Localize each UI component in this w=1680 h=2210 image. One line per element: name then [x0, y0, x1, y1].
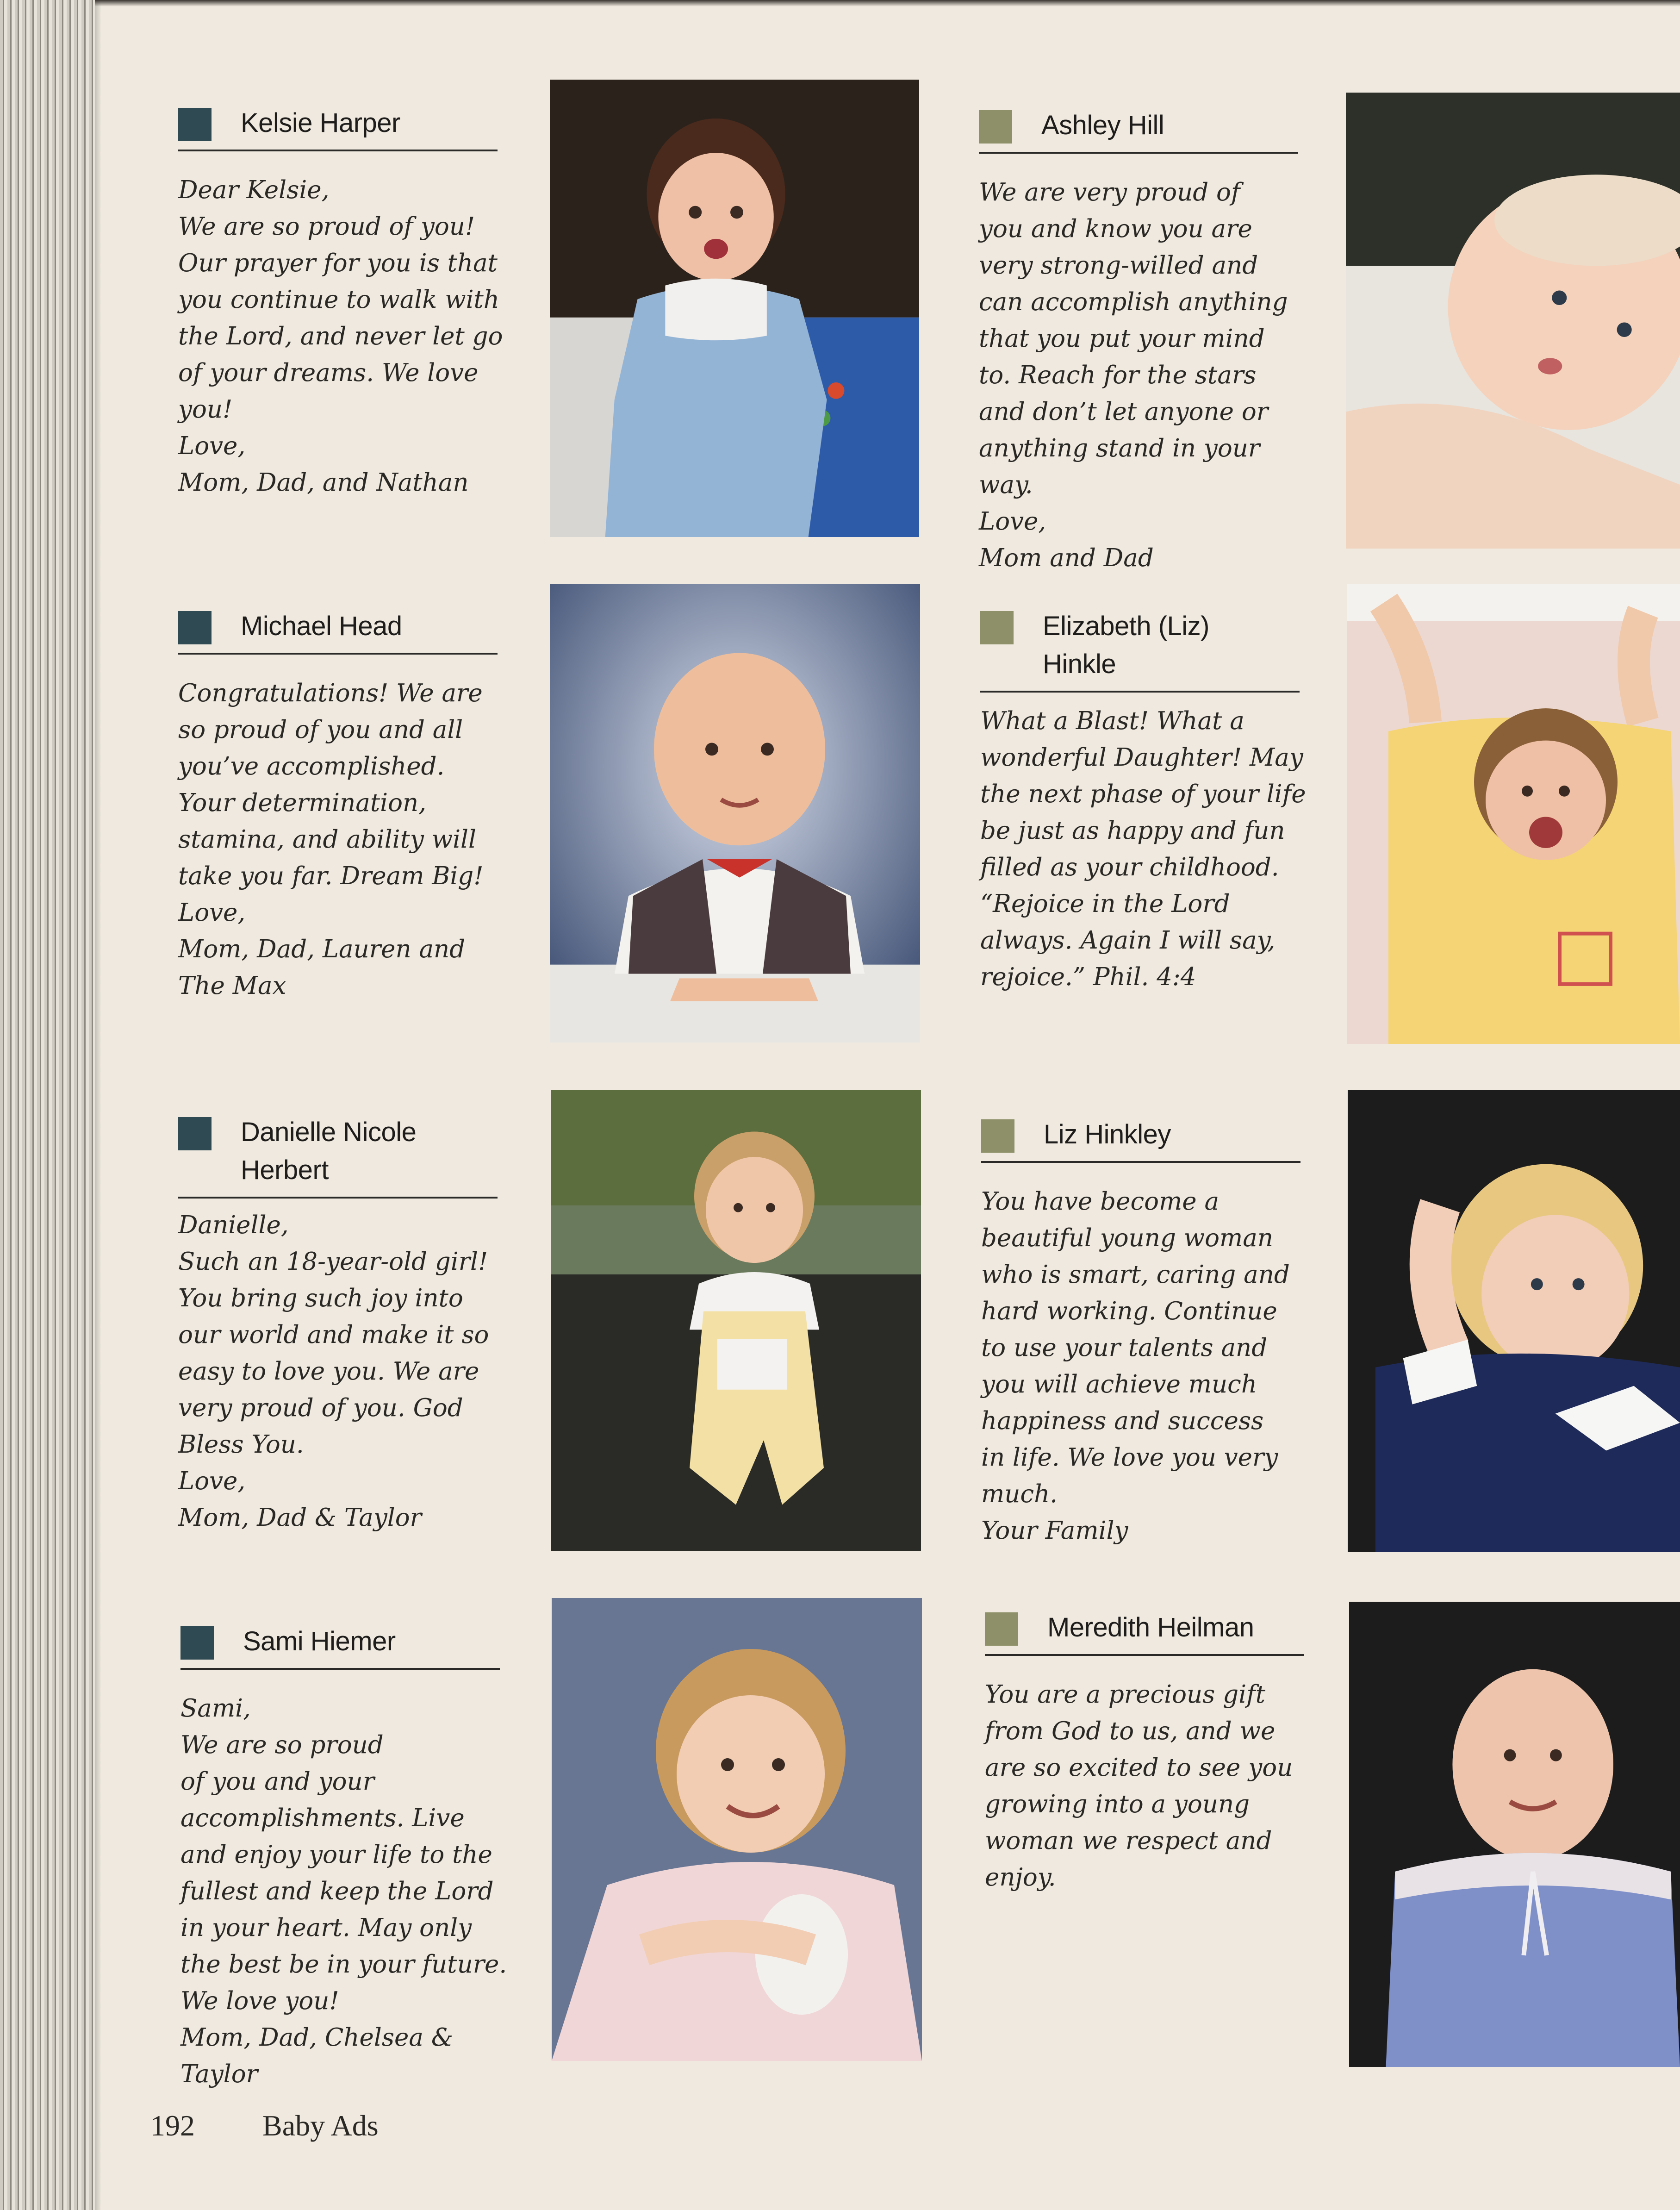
entry-message: You have become a beautiful young woman who is smart, caring and hard working. Continue to use your talents and you will achieve much happiness and success in life. We love you very much. Your Family	[981, 1187, 1290, 1545]
entry-message: What a Blast! What a wonderful Daughter! May the next phase of your life be just as happy and fun filled as your childhood. “Rejoice in the Lord always. Again I will say, rejoice.” Phil. 4:4	[980, 707, 1306, 991]
name-divider	[178, 1197, 498, 1199]
entry-name: Ashley Hill	[1041, 110, 1164, 140]
name-square-marker	[981, 1119, 1014, 1153]
name-divider	[985, 1654, 1304, 1656]
entry-message: Congratulations! We are so proud of you and all you’ve accomplished. Your determination, stamina, and ability will take you far. Dream Big! Love, Mom, Dad, Lauren and The Max	[178, 679, 484, 1000]
section-title: Baby Ads	[262, 2109, 379, 2142]
entry-elizabeth-liz-hinkle	[980, 607, 1306, 995]
photo-baby-ashley	[1346, 93, 1680, 549]
name-square-marker	[178, 611, 212, 644]
entry-message: You are a precious gift from God to us, and we are so excited to see you growing into a young woman we respect and enjoy.	[985, 1680, 1293, 1892]
entry-name: Liz Hinkley	[1044, 1119, 1171, 1149]
name-square-marker	[178, 1117, 212, 1150]
entry-ashley-hill	[979, 106, 1298, 576]
name-divider	[178, 653, 498, 655]
entry-name: Meredith Heilman	[1047, 1612, 1254, 1642]
entry-name: Danielle Nicole Herbert	[241, 1117, 417, 1185]
photo-baby-meredith	[1349, 1602, 1680, 2067]
name-divider	[981, 1161, 1300, 1163]
entry-message: Sami, We are so proud of you and your accomplishments. Live and enjoy your life to the fullest and keep the Lord in your heart. May only the best be in your future. We love you! Mom, Dad, Chelsea & Taylor	[180, 1694, 507, 2088]
entry-liz-hinkley	[981, 1116, 1300, 1549]
page-footer	[150, 2109, 379, 2143]
name-divider	[180, 1668, 500, 1670]
entry-sami-hiemer	[180, 1623, 507, 2092]
entry-message: Dear Kelsie, We are so proud of you! Our prayer for you is that you continue to walk with the Lord, and never let go of your dreams. We love you! Love, Mom, Dad, and Nathan	[178, 176, 503, 497]
photo-baby-liz	[1348, 1090, 1680, 1552]
entry-danielle-nicole-herbert	[178, 1113, 498, 1536]
photo-baby-elizabeth	[1347, 584, 1680, 1044]
name-square-marker	[985, 1612, 1018, 1646]
name-square-marker	[980, 611, 1014, 644]
entry-michael-head	[178, 607, 498, 1004]
entry-name: Michael Head	[241, 611, 402, 641]
photo-baby-danielle	[551, 1090, 921, 1551]
entry-message: We are very proud of you and know you are very strong-willed and can accomplish anything that you put your mind to. Reach for the stars and don’t let anyone or anything stand in your way. Love, Mom and Dad	[979, 178, 1288, 572]
name-divider	[980, 691, 1300, 693]
entry-meredith-heilman	[985, 1609, 1304, 1896]
entry-kelsie-harper	[178, 104, 503, 501]
entry-name: Sami Hiemer	[243, 1626, 396, 1656]
photo-baby-kelsie	[550, 80, 919, 537]
top-shadow	[95, 0, 1680, 6]
page-number: 192	[150, 2109, 195, 2142]
name-divider	[178, 150, 498, 151]
entry-name: Elizabeth (Liz) Hinkle	[1043, 611, 1209, 679]
entry-message: Danielle, Such an 18-year-old girl! You bring such joy into our world and make it so easy to love you. We are very proud of you. God Bless You. Love, Mom, Dad & Taylor	[178, 1211, 489, 1532]
name-square-marker	[178, 108, 212, 141]
photo-baby-sami	[552, 1598, 922, 2061]
book-page-edges	[0, 0, 95, 2210]
entry-name: Kelsie Harper	[241, 108, 400, 138]
name-square-marker	[979, 110, 1012, 144]
photo-baby-michael	[550, 584, 920, 1043]
name-square-marker	[180, 1626, 214, 1660]
name-divider	[979, 152, 1298, 154]
